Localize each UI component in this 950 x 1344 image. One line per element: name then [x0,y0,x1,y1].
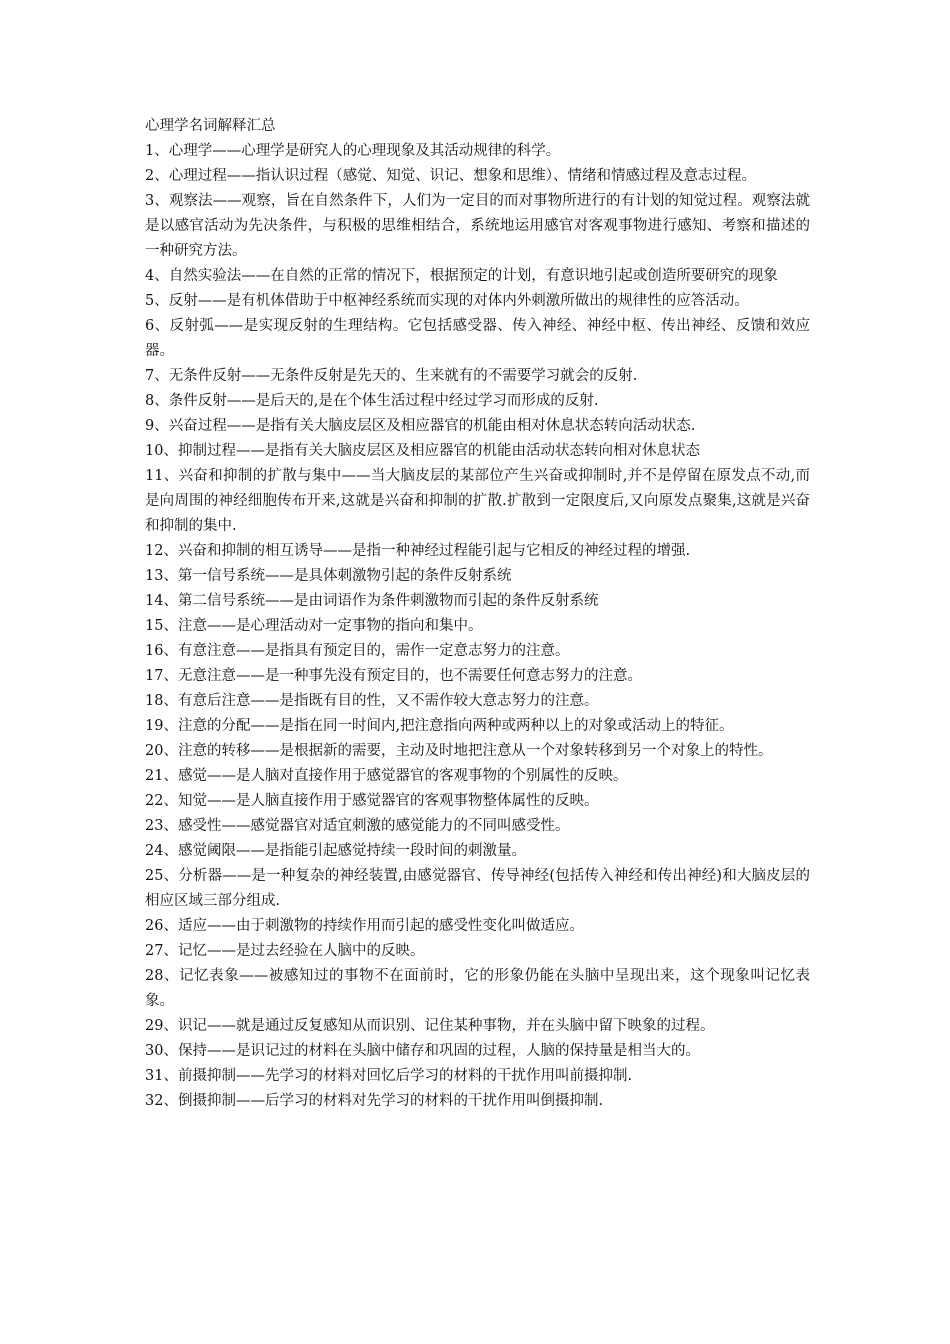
glossary-entry: 11、兴奋和抑制的扩散与集中——当大脑皮层的某部位产生兴奋或抑制时,并不是停留在原发点不动,而是向周围的神经细胞传布开来,这就是兴奋和抑制的扩散.扩散到一定限度后,又向原发点聚集,这就是兴奋和抑制的集中. [145,468,810,534]
glossary-entry: 3、观察法——观察，旨在自然条件下，人们为一定目的而对事物所进行的有计划的知觉过程。观察法就是以感官活动为先决条件，与积极的思维相结合，系统地运用感官对客观事物进行感知、考察和描述的一种研究方法。 [145,193,810,259]
glossary-entry: 17、无意注意——是一种事先没有预定目的，也不需要任何意志努力的注意。 [145,668,642,684]
glossary-entry: 18、有意后注意——是指既有目的性，又不需作较大意志努力的注意。 [145,693,599,709]
glossary-entry: 22、知觉——是人脑直接作用于感觉器官的客观事物整体属性的反映。 [145,793,599,809]
glossary-entry: 4、自然实验法——在自然的正常的情况下，根据预定的计划，有意识地引起或创造所要研究的现象 [145,268,778,284]
glossary-entry: 13、第一信号系统——是具体刺激物引起的条件反射系统 [145,568,512,584]
glossary-entry: 20、注意的转移——是根据新的需要，主动及时地把注意从一个对象转移到另一个对象上的特性。 [145,743,773,759]
glossary-entry: 8、条件反射——是后天的,是在个体生活过程中经过学习而形成的反射. [145,393,599,409]
glossary-entry: 10、抑制过程——是指有关大脑皮层区及相应器官的机能由活动状态转向相对休息状态 [145,443,700,459]
glossary-entry: 21、感觉——是人脑对直接作用于感觉器官的客观事物的个别属性的反映。 [145,768,628,784]
glossary-entry: 7、无条件反射——无条件反射是先天的、生来就有的不需要学习就会的反射. [145,368,638,384]
glossary-entry: 24、感觉阈限——是指能引起感觉持续一段时间的刺激量。 [145,843,526,859]
glossary-entry: 31、前摄抑制——先学习的材料对回忆后学习的材料的干扰作用叫前摄抑制. [145,1068,633,1084]
glossary-entry: 16、有意注意——是指具有预定目的，需作一定意志努力的注意。 [145,643,570,659]
glossary-entry: 27、记忆——是过去经验在人脑中的反映。 [145,943,425,959]
glossary-entry: 2、心理过程——指认识过程（感觉、知觉、识记、想象和思维）、情绪和情感过程及意志过程。 [145,168,756,184]
glossary-entry: 9、兴奋过程——是指有关大脑皮层区及相应器官的机能由相对休息状态转向活动状态. [145,418,696,434]
glossary-entry: 28、记忆表象——被感知过的事物不在面前时，它的形象仍能在头脑中呈现出来，这个现象叫记忆表象。 [145,968,810,1009]
glossary-entry: 26、适应——由于刺激物的持续作用而引起的感受性变化叫做适应。 [145,918,584,934]
document-title: 心理学名词解释汇总 [145,118,276,134]
glossary-entry: 29、识记——就是通过反复感知从而识别、记住某种事物，并在头脑中留下映象的过程。 [145,1018,715,1034]
glossary-entry: 15、注意——是心理活动对一定事物的指向和集中。 [145,618,483,634]
glossary-entry: 6、反射弧——是实现反射的生理结构。它包括感受器、传入神经、神经中枢、传出神经、反馈和效应器。 [145,318,810,359]
glossary-entry: 1、心理学——心理学是研究人的心理现象及其活动规律的科学。 [145,143,561,159]
glossary-entry: 14、第二信号系统——是由词语作为条件刺激物而引起的条件反射系统 [145,593,599,609]
glossary-entry: 32、倒摄抑制——后学习的材料对先学习的材料的干扰作用叫倒摄抑制. [145,1093,604,1109]
glossary-entry: 5、反射——是有机体借助于中枢神经系统而实现的对体内外刺激所做出的规律性的应答活动。 [145,293,749,309]
glossary-entry: 25、分析器——是一种复杂的神经装置,由感觉器官、传导神经(包括传入神经和传出神经)和大脑皮层的相应区域三部分组成. [145,868,810,909]
glossary-entry: 12、兴奋和抑制的相互诱导——是指一种神经过程能引起与它相反的神经过程的增强. [145,543,691,559]
glossary-entry: 19、注意的分配——是指在同一时间内,把注意指向两种或两种以上的对象或活动上的特征。 [145,718,734,734]
glossary-entry: 23、感受性——感觉器官对适宜刺激的感觉能力的不同叫感受性。 [145,818,570,834]
glossary-list [145,139,810,1114]
document-page [145,114,810,1114]
glossary-entry: 30、保持——是识记过的材料在头脑中储存和巩固的过程，人脑的保持量是相当大的。 [145,1043,700,1059]
